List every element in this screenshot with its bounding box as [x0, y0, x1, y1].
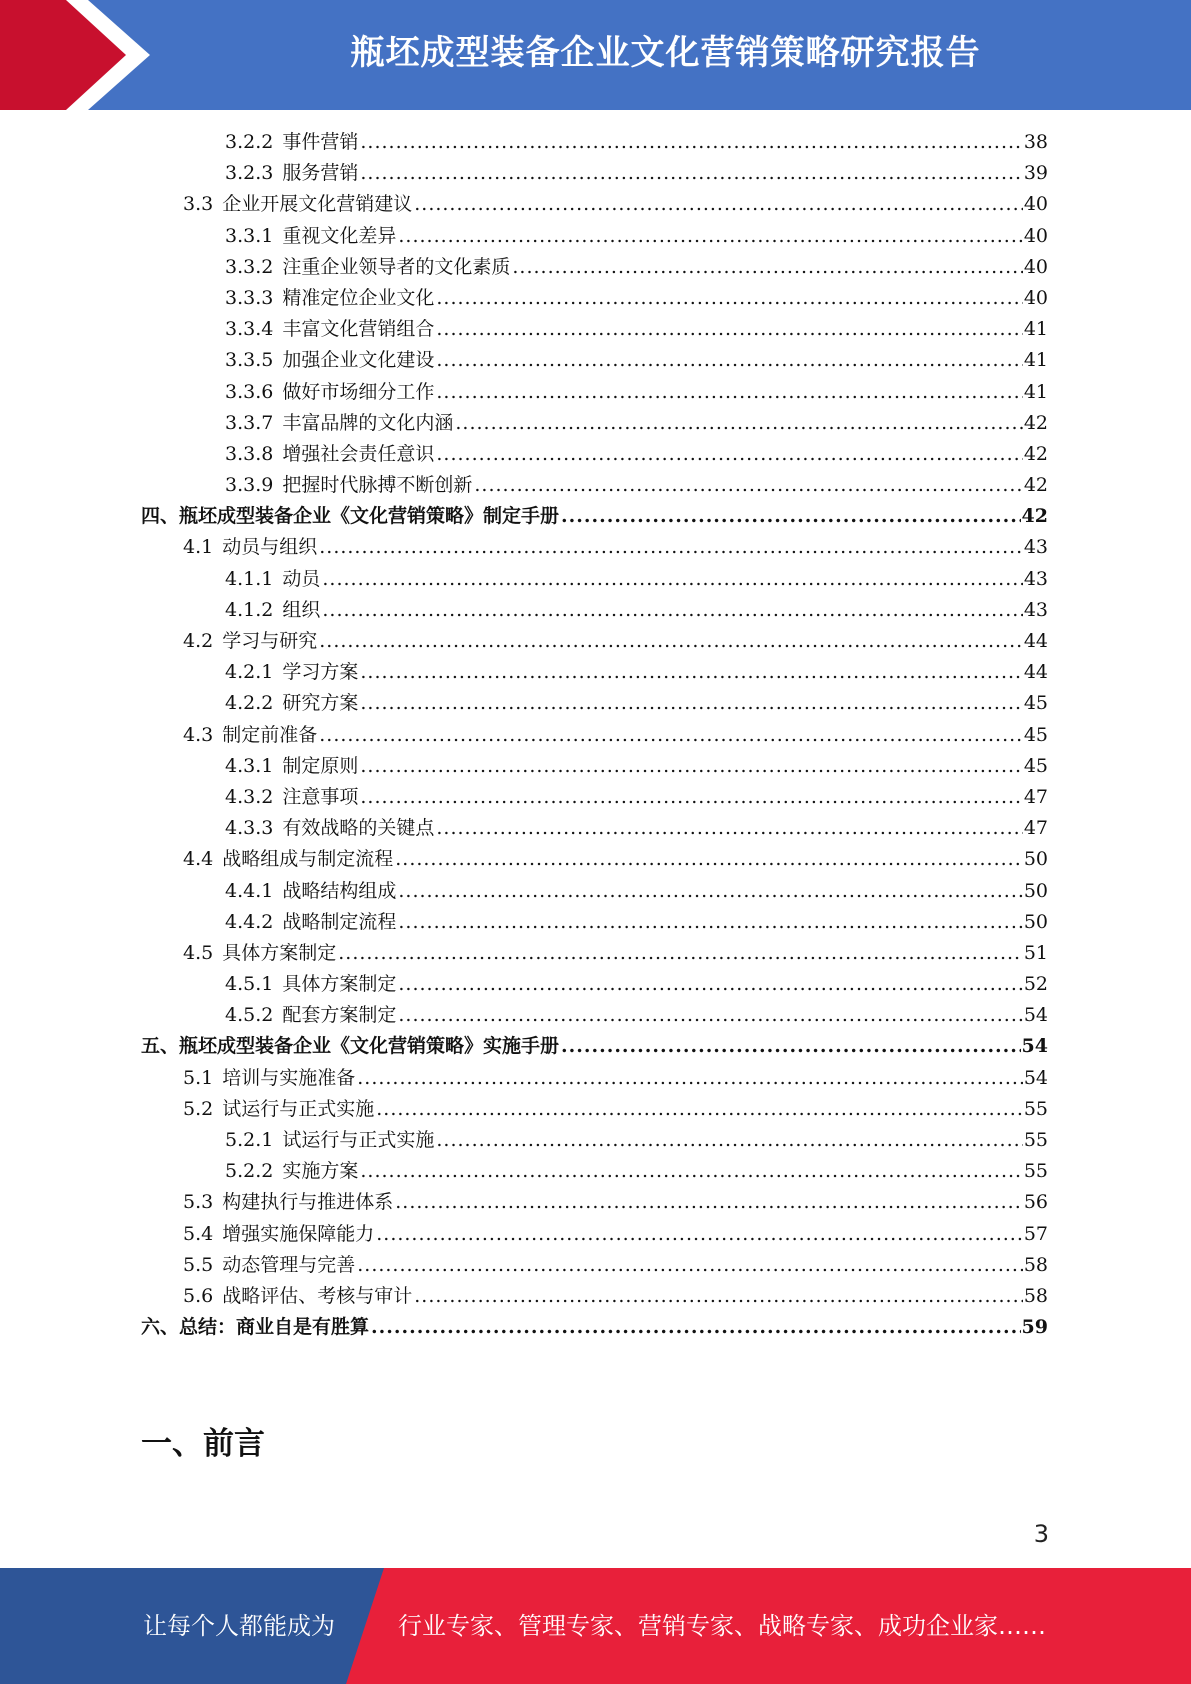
- toc-entry-title: 做好市场细分工作: [282, 380, 435, 403]
- toc-entry-number: 5.4: [183, 1222, 214, 1245]
- toc-dot-leader: [398, 1000, 1022, 1031]
- toc-entry[interactable]: [141, 221, 1048, 252]
- toc-dot-leader: [414, 1281, 1023, 1312]
- toc-dot-leader: [360, 657, 1022, 688]
- toc-entry-title: 动态管理与完善: [222, 1253, 356, 1276]
- toc-entry-title: 试运行与正式实施: [222, 1097, 375, 1120]
- toc-entry-page: 38: [1023, 131, 1048, 153]
- toc-entry-page: 56: [1023, 1191, 1048, 1214]
- toc-dot-leader: [512, 252, 1022, 283]
- toc-entry[interactable]: [141, 657, 1048, 688]
- toc-entry-number: 3.3.4: [225, 318, 274, 341]
- toc-entry[interactable]: [141, 532, 1048, 563]
- toc-entry[interactable]: [141, 688, 1048, 719]
- toc-dot-leader: [319, 532, 1023, 563]
- toc-entry-title: 战略评估、考核与审计: [222, 1284, 413, 1307]
- toc-dot-leader: [322, 595, 1022, 626]
- toc-dot-leader: [561, 1031, 1021, 1062]
- toc-entry-number: 5.5: [183, 1253, 214, 1276]
- toc-entry-number: 3.2.2: [225, 131, 274, 153]
- toc-entry-title: 服务营销: [282, 162, 359, 185]
- toc-entry-page: 43: [1023, 598, 1048, 621]
- toc-entry[interactable]: [141, 314, 1048, 345]
- toc-entry-title: 企业开展文化营销建议: [222, 193, 413, 216]
- chevron-arrow-icon: [0, 0, 150, 110]
- toc-dot-leader: [322, 564, 1022, 595]
- toc-entry[interactable]: [141, 564, 1048, 595]
- toc-dot-leader: [474, 470, 1022, 501]
- toc-entry[interactable]: [141, 938, 1048, 969]
- toc-entry[interactable]: [141, 377, 1048, 408]
- toc-entry-title: 战略制定流程: [282, 910, 397, 933]
- toc-entry-title: 构建执行与推进体系: [222, 1191, 394, 1214]
- toc-entry-title: 增强实施保障能力: [222, 1222, 375, 1245]
- toc-dot-leader: [398, 907, 1022, 938]
- toc-dot-leader: [436, 1125, 1022, 1156]
- toc-entry[interactable]: [141, 751, 1048, 782]
- toc-entry-page: 42: [1023, 442, 1048, 465]
- toc-entry-page: 58: [1023, 1284, 1048, 1307]
- toc-entry-title: 动员: [282, 567, 321, 590]
- toc-entry[interactable]: [141, 1250, 1048, 1281]
- toc-entry-number: 4.1.2: [225, 598, 274, 621]
- toc-entry[interactable]: [141, 439, 1048, 470]
- toc-entry[interactable]: [141, 969, 1048, 1000]
- footer-slogan-right: 行业专家、管理专家、营销专家、战略专家、成功企业家……: [398, 1612, 1046, 1640]
- toc-entry-title: 制定前准备: [222, 723, 318, 746]
- toc-entry[interactable]: [141, 470, 1048, 501]
- toc-entry[interactable]: [141, 1281, 1048, 1312]
- toc-entry-title: 配套方案制定: [282, 1004, 397, 1027]
- toc-dot-leader: [319, 626, 1023, 657]
- toc-entry-number: 3.3.3: [225, 286, 274, 309]
- toc-dot-leader: [360, 1156, 1022, 1187]
- toc-entry-title: 重视文化差异: [282, 224, 397, 247]
- toc-dot-leader: [395, 844, 1023, 875]
- toc-entry-number: 4.2: [183, 630, 214, 652]
- section-heading: 一、前言: [141, 1426, 265, 1462]
- toc-entry-number: 4.2.1: [225, 661, 274, 684]
- toc-entry[interactable]: [141, 189, 1048, 220]
- toc-dot-leader: [436, 314, 1022, 345]
- toc-dot-leader: [414, 189, 1023, 220]
- toc-entry-page: 52: [1023, 973, 1048, 996]
- toc-entry-number: 3.3.1: [225, 224, 274, 247]
- toc-entry-page: 45: [1023, 692, 1048, 715]
- toc-dot-leader: [360, 158, 1022, 189]
- toc-entry-title: 具体方案制定: [222, 941, 337, 964]
- toc-entry-number: 5.2.2: [225, 1160, 274, 1183]
- toc-entry-title: 六、总结：商业自是有胜算: [141, 1316, 370, 1339]
- toc-entry-number: 4.5: [183, 941, 214, 964]
- toc-dot-leader: [360, 782, 1022, 813]
- toc-entry-number: 3.3.7: [225, 411, 274, 434]
- toc-entry-title: 有效战略的关键点: [282, 817, 435, 840]
- toc-entry-title: 把握时代脉搏不断创新: [282, 474, 473, 497]
- toc-entry[interactable]: [141, 1156, 1048, 1187]
- toc-entry-page: 59: [1021, 1316, 1048, 1339]
- toc-entry-number: 3.3: [183, 193, 214, 216]
- toc-entry-title: 学习方案: [282, 661, 359, 684]
- toc-dot-leader: [376, 1094, 1023, 1125]
- toc-entry-page: 42: [1021, 505, 1048, 528]
- toc-dot-leader: [436, 439, 1022, 470]
- toc-entry-number: 3.3.8: [225, 442, 274, 465]
- toc-entry-page: 47: [1023, 817, 1048, 840]
- toc-entry-title: 丰富文化营销组合: [282, 318, 435, 341]
- toc-entry-number: 4.3.3: [225, 817, 274, 840]
- toc-dot-leader: [376, 1219, 1023, 1250]
- toc-entry-page: 45: [1023, 754, 1048, 777]
- toc-entry[interactable]: [141, 1094, 1048, 1125]
- toc-dot-leader: [436, 377, 1022, 408]
- toc-entry[interactable]: [141, 1031, 1048, 1062]
- toc-dot-leader: [360, 688, 1022, 719]
- toc-entry-page: 43: [1023, 536, 1048, 559]
- toc-entry-number: 4.1.1: [225, 567, 274, 590]
- toc-entry[interactable]: [141, 844, 1048, 875]
- document-title: 瓶坯成型装备企业文化营销策略研究报告: [350, 33, 981, 73]
- toc-dot-leader: [398, 221, 1022, 252]
- toc-entry-page: 50: [1023, 879, 1048, 902]
- toc-entry-number: 3.3.9: [225, 474, 274, 497]
- toc-entry-page: 41: [1023, 380, 1048, 403]
- toc-entry-page: 50: [1023, 848, 1048, 871]
- toc-entry-page: 42: [1023, 411, 1048, 434]
- toc-entry-page: 44: [1023, 661, 1048, 684]
- table-of-contents: [141, 127, 1048, 1343]
- page-number: 3: [1033, 1520, 1049, 1548]
- toc-entry-number: 4.4.1: [225, 879, 274, 902]
- toc-entry[interactable]: [141, 595, 1048, 626]
- footer-banner: [0, 1568, 1191, 1684]
- toc-entry-title: 培训与实施准备: [222, 1066, 356, 1089]
- toc-dot-leader: [357, 1250, 1023, 1281]
- toc-entry-number: 3.3.6: [225, 380, 274, 403]
- toc-entry-page: 51: [1023, 941, 1048, 964]
- toc-entry-page: 55: [1023, 1097, 1048, 1120]
- toc-entry[interactable]: [141, 1187, 1048, 1218]
- toc-entry-number: 3.3.2: [225, 255, 274, 278]
- toc-entry-number: 4.3.2: [225, 785, 274, 808]
- toc-entry-number: 5.1: [183, 1066, 214, 1089]
- toc-entry-title: 加强企业文化建设: [282, 349, 435, 372]
- toc-entry-page: 50: [1023, 910, 1048, 933]
- toc-entry-page: 47: [1023, 785, 1048, 808]
- toc-entry[interactable]: [141, 907, 1048, 938]
- toc-dot-leader: [436, 283, 1022, 314]
- toc-dot-leader: [455, 408, 1022, 439]
- toc-entry-page: 58: [1023, 1253, 1048, 1276]
- toc-entry-number: 4.5.2: [225, 1004, 274, 1027]
- toc-entry-number: 4.3: [183, 723, 214, 746]
- toc-entry-number: 3.3.5: [225, 349, 274, 372]
- toc-entry-number: 4.3.1: [225, 754, 274, 777]
- toc-entry-title: 增强社会责任意识: [282, 442, 435, 465]
- toc-entry-page: 40: [1023, 224, 1048, 247]
- toc-entry-title: 注意事项: [282, 785, 359, 808]
- toc-entry-number: 4.4: [183, 848, 214, 871]
- toc-dot-leader: [338, 938, 1023, 969]
- toc-entry-title: 战略结构组成: [282, 879, 397, 902]
- toc-entry[interactable]: [141, 626, 1048, 657]
- toc-entry-number: 5.6: [183, 1284, 214, 1307]
- toc-entry-page: 54: [1023, 1066, 1048, 1089]
- toc-dot-leader: [436, 813, 1022, 844]
- toc-entry[interactable]: [141, 876, 1048, 907]
- toc-entry[interactable]: [141, 283, 1048, 314]
- toc-dot-leader: [395, 1187, 1023, 1218]
- toc-dot-leader: [561, 501, 1021, 532]
- toc-entry-page: 45: [1023, 723, 1048, 746]
- toc-entry-page: 41: [1023, 349, 1048, 372]
- toc-entry-page: 44: [1023, 630, 1048, 652]
- toc-entry[interactable]: [141, 782, 1048, 813]
- toc-dot-leader: [360, 127, 1022, 158]
- toc-dot-leader: [357, 1063, 1023, 1094]
- toc-entry-title: 试运行与正式实施: [282, 1129, 435, 1151]
- toc-entry[interactable]: [141, 1312, 1048, 1343]
- toc-dot-leader: [319, 720, 1023, 751]
- toc-entry-page: 57: [1023, 1222, 1048, 1245]
- toc-entry-title: 五、瓶坯成型装备企业《文化营销策略》实施手册: [141, 1035, 560, 1058]
- toc-entry[interactable]: [141, 1063, 1048, 1094]
- toc-entry-number: 3.2.3: [225, 162, 274, 185]
- toc-entry-page: 41: [1023, 318, 1048, 341]
- toc-dot-leader: [371, 1312, 1021, 1343]
- toc-entry-title: 四、瓶坯成型装备企业《文化营销策略》制定手册: [141, 505, 560, 528]
- toc-entry-page: 54: [1023, 1004, 1048, 1027]
- toc-entry-number: 5.2.1: [225, 1129, 274, 1151]
- toc-entry-page: 40: [1023, 193, 1048, 216]
- toc-dot-leader: [360, 751, 1022, 782]
- toc-dot-leader: [436, 345, 1022, 376]
- toc-dot-leader: [398, 969, 1022, 1000]
- toc-entry-page: 40: [1023, 286, 1048, 309]
- toc-entry[interactable]: [141, 252, 1048, 283]
- toc-entry-page: 54: [1021, 1035, 1048, 1058]
- toc-entry[interactable]: [141, 813, 1048, 844]
- toc-entry[interactable]: [141, 1125, 1048, 1156]
- toc-entry-page: 42: [1023, 474, 1048, 497]
- toc-dot-leader: [398, 876, 1022, 907]
- toc-entry-title: 事件营销: [282, 131, 359, 153]
- toc-entry-page: 39: [1023, 162, 1048, 185]
- toc-entry-title: 注重企业领导者的文化素质: [282, 255, 511, 278]
- toc-entry-title: 丰富品牌的文化内涵: [282, 411, 454, 434]
- toc-entry-number: 4.4.2: [225, 910, 274, 933]
- toc-entry-page: 55: [1023, 1160, 1048, 1183]
- toc-entry[interactable]: [141, 720, 1048, 751]
- header-banner: [0, 0, 1191, 110]
- toc-entry-title: 具体方案制定: [282, 973, 397, 996]
- toc-entry[interactable]: [141, 501, 1048, 532]
- toc-entry[interactable]: [141, 408, 1048, 439]
- toc-entry-number: 5.3: [183, 1191, 214, 1214]
- toc-entry[interactable]: [141, 1000, 1048, 1031]
- toc-entry-title: 制定原则: [282, 754, 359, 777]
- toc-entry-page: 55: [1023, 1129, 1048, 1151]
- toc-entry[interactable]: [141, 345, 1048, 376]
- toc-entry-page: 43: [1023, 567, 1048, 590]
- toc-entry-title: 研究方案: [282, 692, 359, 715]
- toc-entry-number: 4.5.1: [225, 973, 274, 996]
- toc-entry-number: 5.2: [183, 1097, 214, 1120]
- toc-entry-title: 精准定位企业文化: [282, 286, 435, 309]
- toc-entry[interactable]: [141, 158, 1048, 189]
- toc-entry-number: 4.2.2: [225, 692, 274, 715]
- footer-slogan-left: 让每个人都能成为: [143, 1612, 335, 1640]
- toc-entry-page: 40: [1023, 255, 1048, 278]
- toc-entry-title: 组织: [282, 598, 321, 621]
- toc-entry-title: 实施方案: [282, 1160, 359, 1183]
- toc-entry-number: 4.1: [183, 536, 214, 559]
- toc-entry-title: 动员与组织: [222, 536, 318, 559]
- toc-entry-title: 学习与研究: [222, 630, 318, 652]
- toc-entry[interactable]: [141, 127, 1048, 158]
- toc-entry[interactable]: [141, 1219, 1048, 1250]
- toc-entry-title: 战略组成与制定流程: [222, 848, 394, 871]
